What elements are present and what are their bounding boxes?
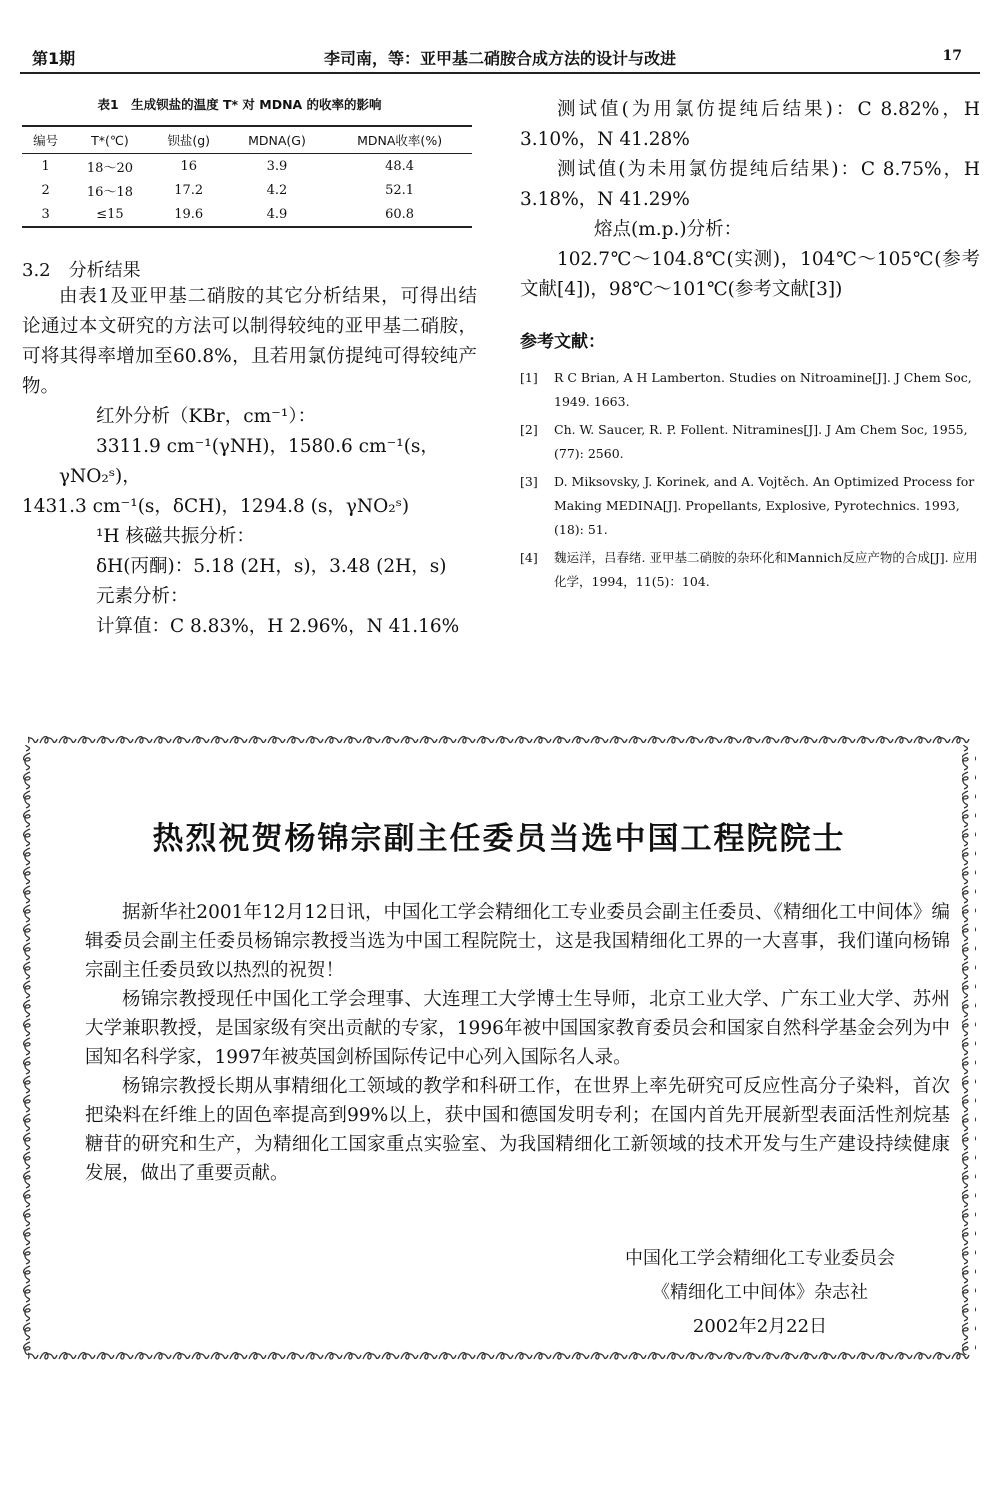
reference-item [520,470,980,542]
table-cell: 19.6 [151,202,227,227]
reference-number: [1] [520,370,538,385]
reference-item [520,546,980,594]
column-header: 钡盐(g) [151,126,227,154]
reference-number: [2] [520,422,538,437]
reference-text: 魏运洋，吕春绪. 亚甲基二硝胺的杂环化和Mannich反应产物的合成[J]. 应用化学，1994，11(5)：104. [554,550,978,589]
running-title: 李司南，等：亚甲基二硝胺合成方法的设计与改进 [323,49,676,68]
left-column [22,95,477,642]
table-header-row [22,126,472,154]
notice-paragraph: 据新华社2001年12月12日讯，中国化工学会精细化工专业委员会副主任委员、《精细化工中间体》编辑委员会副主任委员杨锦宗教授当选为中国工程院院士，这是我国精细化工界的一大喜事，我们谨向杨锦宗副主任委员致以热烈的祝贺！ [85,902,950,981]
nmr-label: ¹H 核磁共振分析： [96,526,255,547]
table-cell: 4.2 [266,182,288,198]
table-cell: 3 [22,202,69,227]
notice-title: 热烈祝贺杨锦宗副主任委员当选中国工程院院士 [152,821,846,857]
running-header [20,40,980,74]
table-row [22,154,472,179]
table-cell: 18～20 [86,160,133,176]
measured-values-purified: 测试值(为用氯仿提纯后结果)：C 8.82%，H 3.10%，N 41.28% [520,99,980,150]
column-header: T*(℃) [69,126,151,154]
notice-paragraph: 杨锦宗教授现任中国化工学会理事、大连理工大学博士生导师，北京工业大学、广东工业大学、苏州大学兼职教授，是国家级有突出贡献的专家，1996年被中国国家教育委员会和国家自然科学基金会列为中国知名科学家，1997年被英国剑桥国际传记中心列入国际名人录。 [85,989,950,1068]
references-title: 参考文献： [520,332,605,352]
reference-item [520,366,980,414]
calculated-values: 计算值：C 8.83%，H 2.96%，N 41.16% [96,616,460,637]
ir-label: 红外分析（KBr，cm⁻¹）： [96,406,317,427]
congratulation-notice [20,733,978,1367]
table-cell: 2 [41,182,50,198]
ir-values-line1: 3311.9 cm⁻¹(γNH)，1580.6 cm⁻¹(s，γNO₂ˢ)， [59,436,439,487]
notice-paragraph: 杨锦宗教授长期从事精细化工领域的教学和科研工作，在世界上率先研究可反应性高分子染料，首次把染料在纤维上的固色率提高到99%以上，获中国和德国发明专利；在国内首先开展新型表面活性剂烷基糖苷的研究和生产，为精细化工国家重点实验室、为我国精细化工新领域的技术开发与生产建设持续健康发展，做出了重要贡献。 [85,1076,950,1184]
elemental-label: 元素分析： [96,586,189,607]
reference-text: Ch. W. Saucer, R. P. Follent. Nitramines[J]. J Am Chem Soc, 1955, (77): 2560. [554,422,968,461]
reference-item [520,418,980,466]
melting-point-label: 熔点(m.p.)分析： [594,219,743,240]
notice-date: 2002年2月22日 [692,1316,828,1337]
results-paragraph: 由表1及亚甲基二硝胺的其它分析结果，可得出结论通过本文研究的方法可以制得较纯的亚甲基二硝胺，可将其得率增加至60.8%，且若用氯仿提纯可得较纯产物。 [22,286,477,397]
table-cell: 60.8 [327,202,472,227]
column-header: 编号 [22,126,69,154]
table-row [22,202,472,227]
table-cell: 1 [41,158,50,174]
column-header: MDNA收率(%) [327,126,472,154]
table-cell: 17.2 [174,182,204,198]
section-heading: 3.2 分析结果 [22,260,141,281]
reference-list [520,366,980,594]
table-cell: 16 [180,158,197,174]
yield-table [22,125,472,228]
table-cell: 48.4 [385,158,415,174]
table-cell: 52.1 [385,182,415,198]
nmr-values: δH(丙酮)：5.18 (2H，s)，3.48 (2H，s) [96,556,447,577]
notice-body [85,898,950,1188]
signature-journal: 《精细化工中间体》杂志社 [652,1282,868,1303]
right-column [520,95,980,594]
signature-committee: 中国化工学会精细化工专业委员会 [625,1248,895,1269]
issue-number: 第1期 [32,49,76,68]
reference-text: R C Brian, A H Lamberton. Studies on Nitroamine[J]. J Chem Soc, 1949. 1663. [554,370,972,409]
table-cell: 4.9 [227,202,328,227]
ir-values-line2: 1431.3 cm⁻¹(s，δCH)，1294.8 (s，γNO₂ˢ) [22,496,410,517]
table-row [22,178,472,202]
table-caption: 表1 生成钡盐的温度 T* 对 MDNA 的收率的影响 [97,97,382,112]
reference-number: [4] [520,550,538,565]
column-header: MDNA(G) [227,126,328,154]
melting-point-values: 102.7℃～104.8℃(实测)，104℃～105℃(参考文献[4])，98℃～101℃(参考文献[3]) [520,249,980,300]
measured-values-unpurified: 测试值(为未用氯仿提纯后结果)：C 8.75%，H 3.18%，N 41.29% [520,159,980,210]
table-cell: 3.9 [266,158,288,174]
table-cell: 16～18 [86,184,133,200]
reference-text: D. Miksovsky, J. Korinek, and A. Vojtěch. An Optimized Process for Making MEDINA[J]. Propellants, Explosive, Pyrotechnics. 1993, (18): 51. [554,474,975,537]
reference-number: [3] [520,474,538,489]
page-number: 17 [942,48,962,64]
table-cell: ≤15 [69,202,151,227]
